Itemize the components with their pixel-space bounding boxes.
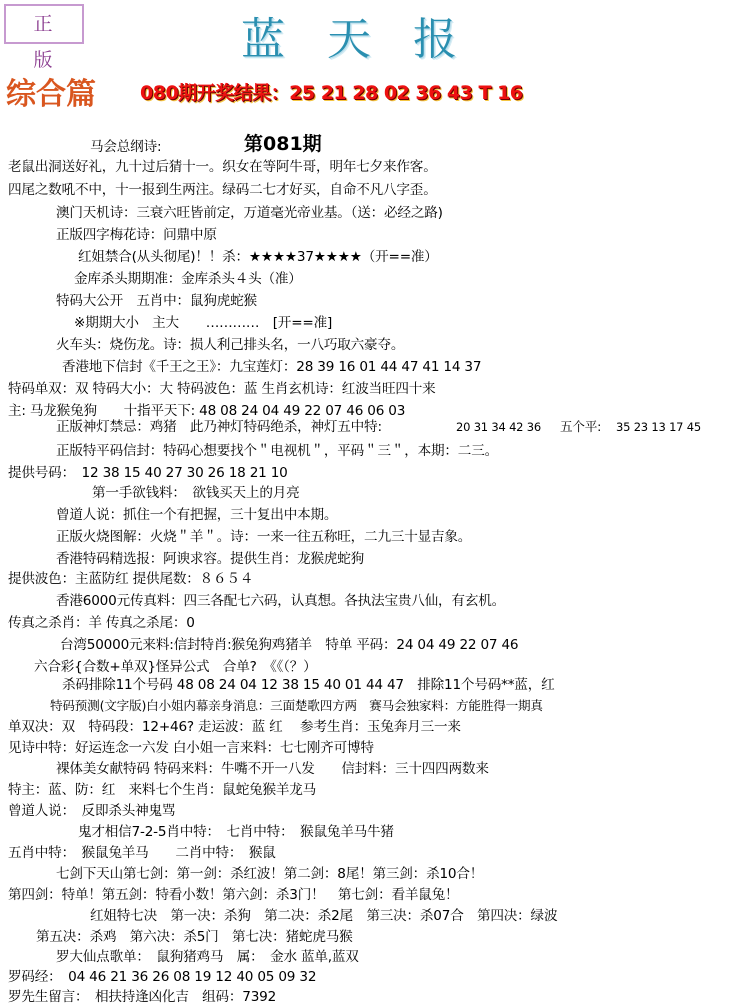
text-line: 五个平:: [560, 419, 602, 434]
text-line: 鬼才相信7-2-5肖中特： 七肖中特： 猴鼠兔羊马牛猪: [78, 824, 394, 840]
text-line: 马会总纲诗:: [90, 139, 162, 155]
text-line: 罗先生留言： 相扶持逢凶化吉 组码：7392: [8, 989, 277, 1005]
text-line: 香港地下信封《千王之王》：九宝莲灯：28 39 16 01 44 47 41 14 37: [62, 359, 482, 375]
text-line: 七剑下天山第七剑：第一剑：杀红波！第二剑：8尾！第三剑：杀10合！: [56, 866, 484, 882]
draw-result-banner: 080期开奖结果：25 21 28 02 36 43 T 16: [140, 82, 523, 104]
text-line: 正版神灯禁忌：鸡猪 此乃神灯特码绝杀，神灯五中特:: [56, 419, 382, 435]
issue-number: 第081期: [244, 133, 322, 155]
text-line: 第一手欲钱料： 欲钱买天上的月亮: [92, 485, 300, 501]
text-line: 五肖中特： 猴鼠兔羊马 二肖中特： 猴鼠: [8, 845, 276, 861]
text-line: 20 31 34 42 36: [456, 420, 541, 434]
text-line: 台湾50000元来料:信封特肖:猴兔狗鸡猪羊 特单 平码：24 04 49 22 07 46: [60, 637, 519, 653]
text-line: 红姐特七决 第一决：杀狗 第二决：杀2尾 第三决：杀07合 第四决：绿波: [90, 908, 558, 924]
text-line: ※期期大小 主大 ………… [开==准]: [74, 315, 333, 331]
text-line: 香港6000元传真料：四三各配七六码，认真想。各执法宝贵八仙，有玄机。: [56, 593, 505, 609]
text-line: 曾道人说：抓住一个有把握，三十复出中本期。: [56, 507, 338, 523]
text-line: 正版特平码信封：特码心想要找个＂电视机＂，平码＂三＂，本期：二三。: [56, 443, 498, 459]
text-line: 正版火烧图解：火烧＂羊＂。诗：一来一往五称旺，二九三十显吉象。: [56, 529, 472, 545]
text-line: 杀码排除11个号码 48 08 24 04 12 38 15 40 01 44 47 排除11个号码**蓝，红: [62, 677, 555, 693]
text-line: 正版四字梅花诗：问鼎中原: [56, 227, 217, 243]
text-line: 罗大仙点歌单： 鼠狗猪鸡马 属： 金水 蓝单,蓝双: [56, 949, 359, 965]
text-line: 老鼠出洞送好礼，九十过后猜十一。织女在等阿牛哥，明年七夕来作客。: [8, 159, 437, 175]
text-line: 罗码经： 04 46 21 36 26 08 19 12 40 05 09 32: [8, 969, 317, 985]
text-line: 澳门天机诗：三衰六旺皆前定，万道毫光帝业基。（送：必经之路): [56, 205, 443, 221]
text-line: 单双决：双 特码段：12+46? 走运波：蓝 红 参考生肖：玉兔奔月三一来: [8, 719, 461, 735]
text-line: 第五决：杀鸡 第六决：杀5门 第七决：猪蛇虎马猴: [36, 929, 353, 945]
text-line: 香港特码精选报：阿谀求容。提供生肖：龙猴虎蛇狗: [56, 551, 365, 567]
text-line: 第四剑：特单！第五剑：特看小数！第六剑：杀3门！ 第七剑：看羊鼠兔！: [8, 887, 459, 903]
text-line: 35 23 13 17 45: [616, 420, 701, 434]
newspaper-title: 蓝天报: [241, 14, 499, 65]
text-line: 提供波色：主蓝防红 提供尾数：８６５４: [8, 571, 254, 587]
text-line: 六合彩{合数+单双}怪异公式 合单? 《《（？）: [34, 659, 317, 675]
text-line: 金库杀头期期准：金库杀头４头（准）: [74, 271, 302, 287]
text-line: 特码单双：双 特码大小：大 特码波色：蓝 生肖玄机诗：红波当旺四十来: [8, 381, 436, 397]
text-line: 主: 马龙猴兔狗 十指平天下: 48 08 24 04 49 22 07 46 06 03: [8, 403, 406, 419]
text-line: 特码大公开 五肖中：鼠狗虎蛇猴: [56, 293, 257, 309]
text-line: 见诗中特：好运连念一六发 白小姐一言来料：七七刚齐可博特: [8, 740, 374, 756]
text-line: 四尾之数吼不中，十一报到生两注。绿码二七才好买，自命不凡八字歪。: [8, 182, 437, 198]
text-line: 曾道人说： 反即杀头神鬼骂: [8, 803, 176, 819]
text-line: 红姐禁合(从头彻尾)！！杀：★★★★37★★★★（开==准）: [78, 249, 438, 265]
genuine-stamp: 正 版: [4, 4, 84, 44]
text-line: 特码预测(文字版)白小姐内幕亲身消息：三面楚歌四方两 赛马会独家料：方能胜得一期真: [50, 698, 543, 713]
text-line: 传真之杀肖：羊 传真之杀尾：0: [8, 615, 195, 631]
text-line: 裸体美女献特码 特码来料：牛嘴不开一八发 信封料：三十四四两数来: [56, 761, 489, 777]
section-label: 综合篇: [6, 77, 96, 112]
text-line: 特主：蓝、防：红 来料七个生肖：鼠蛇兔猴羊龙马: [8, 782, 317, 798]
text-line: 火车头：烧伤龙。诗：损人利己排头名，一八巧取六豪夺。: [56, 337, 405, 353]
text-line: 提供号码： 12 38 15 40 27 30 26 18 21 10: [8, 465, 288, 481]
